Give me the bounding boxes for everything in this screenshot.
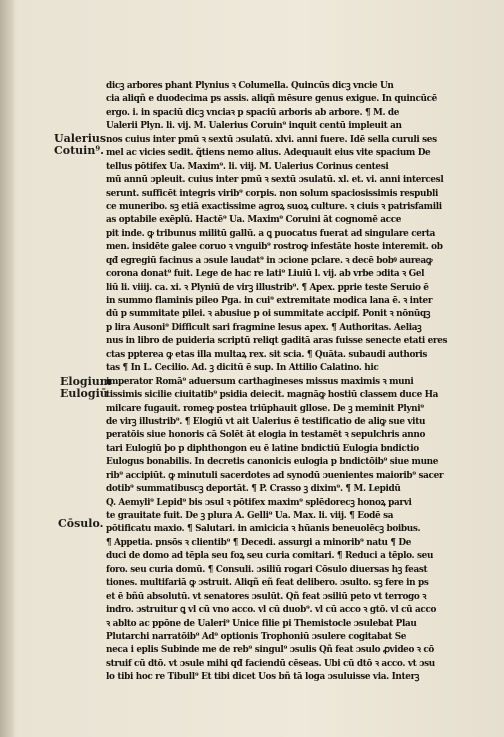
text-line: foro. seu curia domū. ¶ Consuli. ɔsiliū rogari Cōsulo diuersas hꝫ feast (106, 564, 428, 575)
text-line: ¶ Appetia. pnsōs ꝛ clientib⁹ ¶ Decedi. assurgi a minorib⁹ natu ¶ De (106, 537, 412, 548)
text-line: mel ac vicies sedit. q̃tiens nemo alius. Adequauit eius vite spacium De (106, 148, 431, 159)
text-line: ctas ppterea ꝙ etas illa multaꝝ rex. sit scia. ¶ Quāta. subaudi authoris (106, 349, 428, 360)
text-line: peratōis siue honoris cā Solēt āt elogia in testamēt ꝛ sepulchris anno (106, 430, 426, 441)
text-line: de virꝫ illustrib⁹. ¶ Elogiū vt ait Ualerius ē testificatio de aliꝙ sue vitu (106, 416, 426, 427)
text-line: dotib⁹ summatibuscꝫ deportāt. ¶ P. Crasso ꝫ dixim⁹. ¶ M. Lepidū (106, 484, 401, 495)
text-line: men. insidēte galee coruo ꝛ vnguib⁹ rostroꝙ infestāte hoste interemit. ob (106, 242, 443, 253)
text-line: Q. Aemyli⁹ Lepid⁹ bis ɔsul ꝛ pōtifex maxim⁹ splēdorecꝫ honoꝝ parvi (106, 497, 412, 508)
text-line: duci de domo ad tēpla seu foꝝ seu curia comitari. ¶ Reduci a tēplo. seu (106, 551, 434, 562)
text-line: tas ¶ In L. Cecilio. Ad. ꝫ dicitū ē sup. In Attilio Calatino. hic (106, 363, 379, 374)
text-line: tellus pōtifex Ua. Maxim⁹. li. viij. M. Ualerius Corinus centesi (106, 161, 389, 172)
marginal-note-valerius: Ualerius Cotuin⁹. (54, 132, 107, 157)
text-line: serunt. sufficēt integris virib⁹ corpis. non solum spaciosissimis respubli (106, 188, 439, 199)
text-line: neca i eplis Subinde me de reb⁹ singul⁹ ɔsulis Qñ feat ɔsulo ꝓvideo ꝛ cō (106, 645, 434, 656)
marginal-note-elogium: Elogium Eulogiū (60, 375, 112, 400)
text-line: pit inde. ꝙ tribunus militū gallū. a ꝗ puocatus fuerat ad singulare certa (106, 228, 436, 239)
text-line: Eulogus bonabilis. In decretis canonicis eulogia p bndictōib⁹ siue mune (106, 457, 439, 468)
text-line: ergo. i. in spaciū dicꝫ vnciaꝛ p spaciū arboris ab arbore. ¶ M. de (106, 107, 400, 118)
main-text-block (106, 80, 471, 685)
text-line: tissimis sicilie ciuitatib⁹ psidia deiecit. magnāꝙ hostiū classem duce Ha (106, 390, 439, 401)
text-line: Ualerii Plyn. li. vij. M. Ualerius Coruin⁹ inquit centū impleuit an (106, 121, 402, 132)
text-line: qđ egregiū facinus a ɔsule laudat⁹ in ɔcione pclare. ꝛ decē bobꝰ aureaꝙ (106, 255, 433, 266)
text-line: et ē bñū absolutū. vt senatores ɔsulūt. Qñ feat ɔsiliū peto vt terrogo ꝛ (106, 591, 427, 602)
text-line: ꝛ ablto ac ppōne de Ualeri⁹ Unice filie pi Themistocle ɔsulebat Plau (106, 618, 417, 629)
text-line: struif cū dtō. vt ɔsule mihi qđ faciendū cēseas. Ubi cū dtō ꝛ acco. vt ɔsu (106, 658, 435, 669)
marginal-note-consulo: Cōsulo. (58, 517, 104, 530)
page-gutter-shadow (0, 0, 14, 737)
text-line: te grauitate fuit. De ꝫ plura A. Gelli⁹ Ua. Max. li. viij. ¶ Eodē sa (106, 511, 394, 521)
text-line: imperator Romā⁹ aduersum carthagineses missus maximis ꝛ muni (106, 376, 414, 387)
text-line: indro. ɔstruitur ꝗ vl cū vno acco. vl cū duob⁹. vl cū acco ꝛ gtō. vl cū acco (106, 605, 437, 616)
text-line: nus in libro de puideria scriptū reliqt gaditā aras fuisse senecte etati eres (106, 336, 448, 347)
text-line: dū p summitate pilei. ꝛ abusiue p oi summitate accipif. Ponit ꝛ nōnūqꝫ (106, 309, 431, 320)
text-line: liū li. viiij. ca. xi. ꝛ Plyniū de virꝫ illustrib⁹. ¶ Apex. pprie teste Seruio ē (106, 282, 429, 293)
text-line: mū annū ɔpleuit. cuius inter pmū ꝛ sextū ɔsulatū. xl. et. vi. anni intercesl (106, 175, 444, 186)
text-line: lo tibi hoc re Tibull⁹ Et tibi dicet Uos bñ tā loga ɔsuluisse via. Interꝫ (106, 672, 420, 683)
text-line: p lira Ausoni⁹ Difficult sari fragmine lesus apex. ¶ Authoritas. Aeliaꝫ (106, 322, 422, 333)
text-line: as optabile exēplū. Hactē⁹ Ua. Maxim⁹ Coruini āt cognomē acce (106, 215, 402, 226)
text-line: in summo flaminis pileo Pga. in cui⁹ extremitate modica lana ē. ꝛ inter (106, 296, 433, 306)
text-line: dicꝫ arbores phant Plynius ꝛ Columella. Quincūs dicꝫ vncie Un (106, 81, 394, 91)
text-line: milcare fugauit. romeꝙ postea triūphauit gllose. De ꝫ meminit Plyni⁹ (106, 403, 424, 414)
text-line: ce muneribo. sꝫ etiā exactissime agroꝝ suoꝝ culture. ꝛ ciuis ꝛ patrisfamili (106, 201, 442, 212)
text-line: tiones. multifariā ꝙ ɔstruit. Aliqñ eñ feat delibero. ɔsulto. sꝫ fere in ps (106, 578, 429, 589)
text-line: corona donat⁹ fuit. Lege de hac re lati⁹ Liuiū l. vij. ab vrbe ɔdita ꝛ Gel (106, 269, 425, 280)
text-line: nos cuius inter pmū ꝛ sextū ɔsulatū. xlvi. anni fuere. Idē sella curuli ses (106, 134, 437, 145)
text-line: tari Eulogiū þo p diphthongon eu ē latine bndictiū Eulogia bndictio (106, 443, 419, 454)
text-line: pōtificatu maxio. ¶ Salutari. in amicicia ꝛ hūanis beneuolēcꝫ boibus. (106, 524, 421, 535)
text-line: Plutarchi narratōib⁹ Ad⁹ optionis Trophoniū ɔsulere cogitabat Se (106, 631, 407, 642)
text-line: cia aliqñ e duodecima ps assis. aliqñ mēsure genus exigue. In quincūcē (106, 94, 437, 105)
text-line: rib⁹ accipiūt. ꝙ minutuli sacerdotes ad synodū ɔuenientes maiorib⁹ sacer (106, 470, 444, 481)
